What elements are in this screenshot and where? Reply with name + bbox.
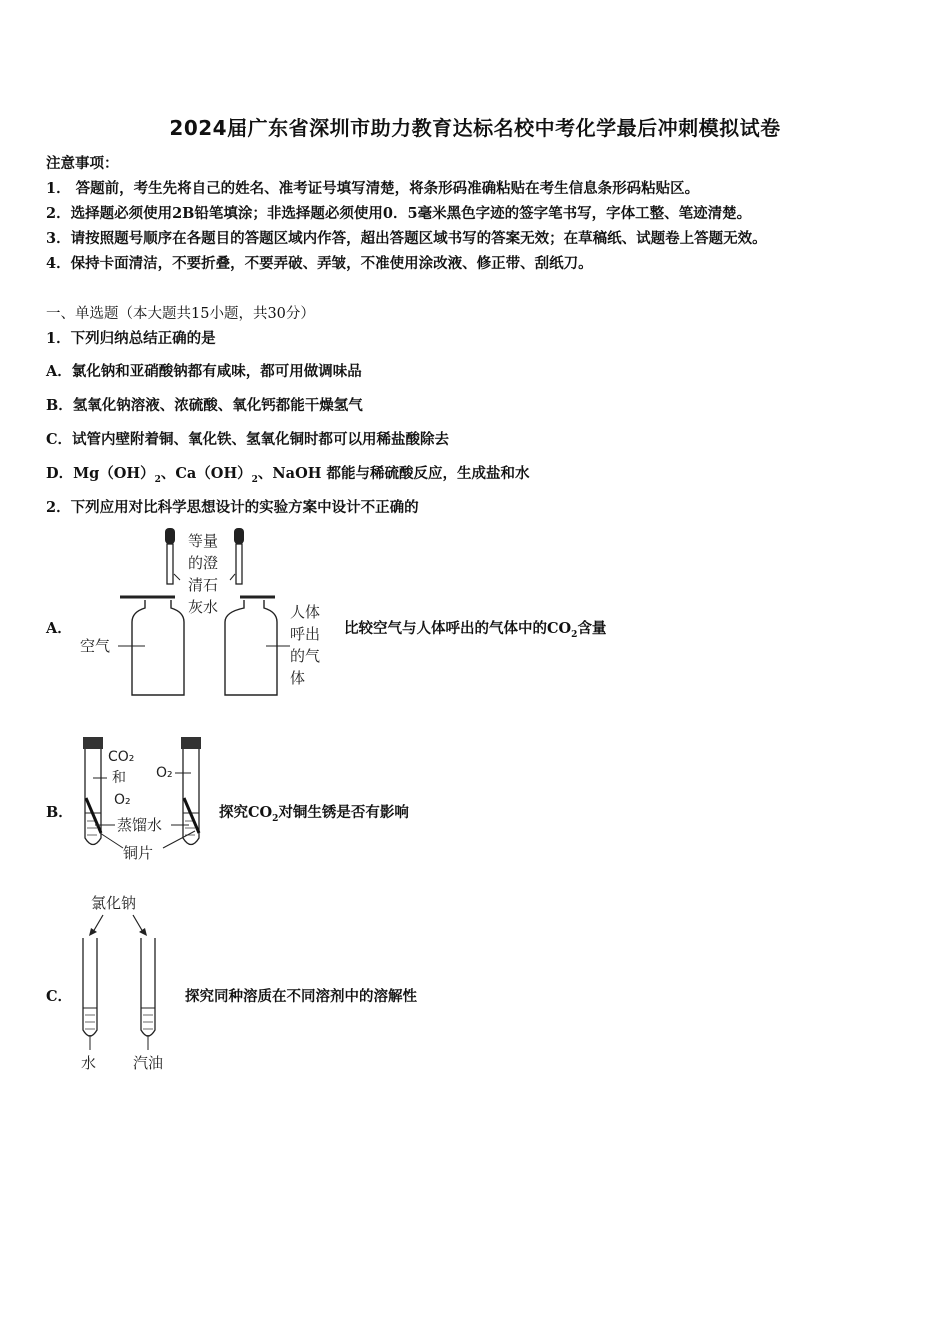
svg-text:空气: 空气 xyxy=(80,637,111,655)
notice-item-3: 3．请按照题号顺序在各题目的答题区域内作答，超出答题区域书写的答案无效；在草稿纸、试题卷上答题无效。 xyxy=(46,230,767,247)
q2-option-b-label: B． xyxy=(46,804,73,821)
svg-text:呼出: 呼出 xyxy=(290,625,321,643)
svg-text:体: 体 xyxy=(290,669,306,687)
q2-option-c-label: C． xyxy=(46,988,73,1005)
svg-text:和: 和 xyxy=(112,770,126,786)
q2-figure-c xyxy=(75,890,185,1075)
svg-text:蒸馏水: 蒸馏水 xyxy=(117,816,163,834)
svg-text:水: 水 xyxy=(81,1054,97,1072)
svg-text:O₂: O₂ xyxy=(114,792,131,808)
notice-item-2: 2．选择题必须使用2B铅笔填涂；非选择题必须使用0．5毫米黑色字迹的签字笔书写，字体工整、笔迹清楚。 xyxy=(46,205,752,222)
svg-text:等量: 等量 xyxy=(188,532,219,550)
q2-figure-b xyxy=(75,733,215,868)
svg-text:氯化钠: 氯化钠 xyxy=(91,894,137,912)
q2-option-b-text: 探究$CO_2$对铜生锈是否有影响 xyxy=(219,804,409,824)
svg-text:汽油: 汽油 xyxy=(133,1054,164,1072)
dropper-right xyxy=(234,528,244,584)
svg-text:的气: 的气 xyxy=(290,647,321,665)
notice-item-1: 1． 答题前，考生先将自己的姓名、准考证号填写清楚，将条形码准确粘贴在考生信息条形码粘贴区。 xyxy=(46,180,700,197)
section-heading: 一、单选题（本大题共15小题，共30分） xyxy=(46,306,315,322)
notice-heading: 注意事项： xyxy=(46,155,119,172)
q1-option-c: C．试管内壁附着铜、氧化铁、氢氧化铜时都可以用稀盐酸除去 xyxy=(46,431,450,448)
q2-figure-a xyxy=(70,520,340,705)
svg-text:CO₂: CO₂ xyxy=(108,749,135,765)
svg-text:O₂: O₂ xyxy=(156,765,173,781)
svg-text:人体: 人体 xyxy=(290,603,321,621)
q1-option-d: D．$Mg(OH)_2$、$Ca(OH)_2$、NaOH 都能与稀硫酸反应，生成盐和水 xyxy=(46,465,530,485)
q2-stem: 2．下列应用对比科学思想设计的实验方案中设计不正确的 xyxy=(46,499,419,516)
q2-option-a-label: A． xyxy=(46,620,72,637)
svg-text:清石: 清石 xyxy=(188,576,219,594)
dropper-left xyxy=(165,528,175,584)
q2-option-c-text: 探究同种溶质在不同溶剂中的溶解性 xyxy=(185,988,417,1005)
notice-item-4: 4．保持卡面清洁，不要折叠，不要弄破、弄皱，不准使用涂改液、修正带、刮纸刀。 xyxy=(46,255,593,272)
q1-stem: 1．下列归纳总结正确的是 xyxy=(46,330,216,347)
svg-text:的澄: 的澄 xyxy=(188,554,219,572)
paper-title: 2024届广东省深圳市助力教育达标名校中考化学最后冲刺模拟试卷 xyxy=(169,116,781,140)
svg-text:灰水: 灰水 xyxy=(188,598,219,616)
q1-option-a: A．氯化钠和亚硝酸钠都有咸味，都可用做调味品 xyxy=(46,363,362,380)
q1-option-b: B．氢氧化钠溶液、浓硫酸、氧化钙都能干燥氢气 xyxy=(46,397,363,414)
q2-option-a-text: 比较空气与人体呼出的气体中的$CO_2$含量 xyxy=(344,620,607,640)
svg-text:铜片: 铜片 xyxy=(123,844,154,862)
